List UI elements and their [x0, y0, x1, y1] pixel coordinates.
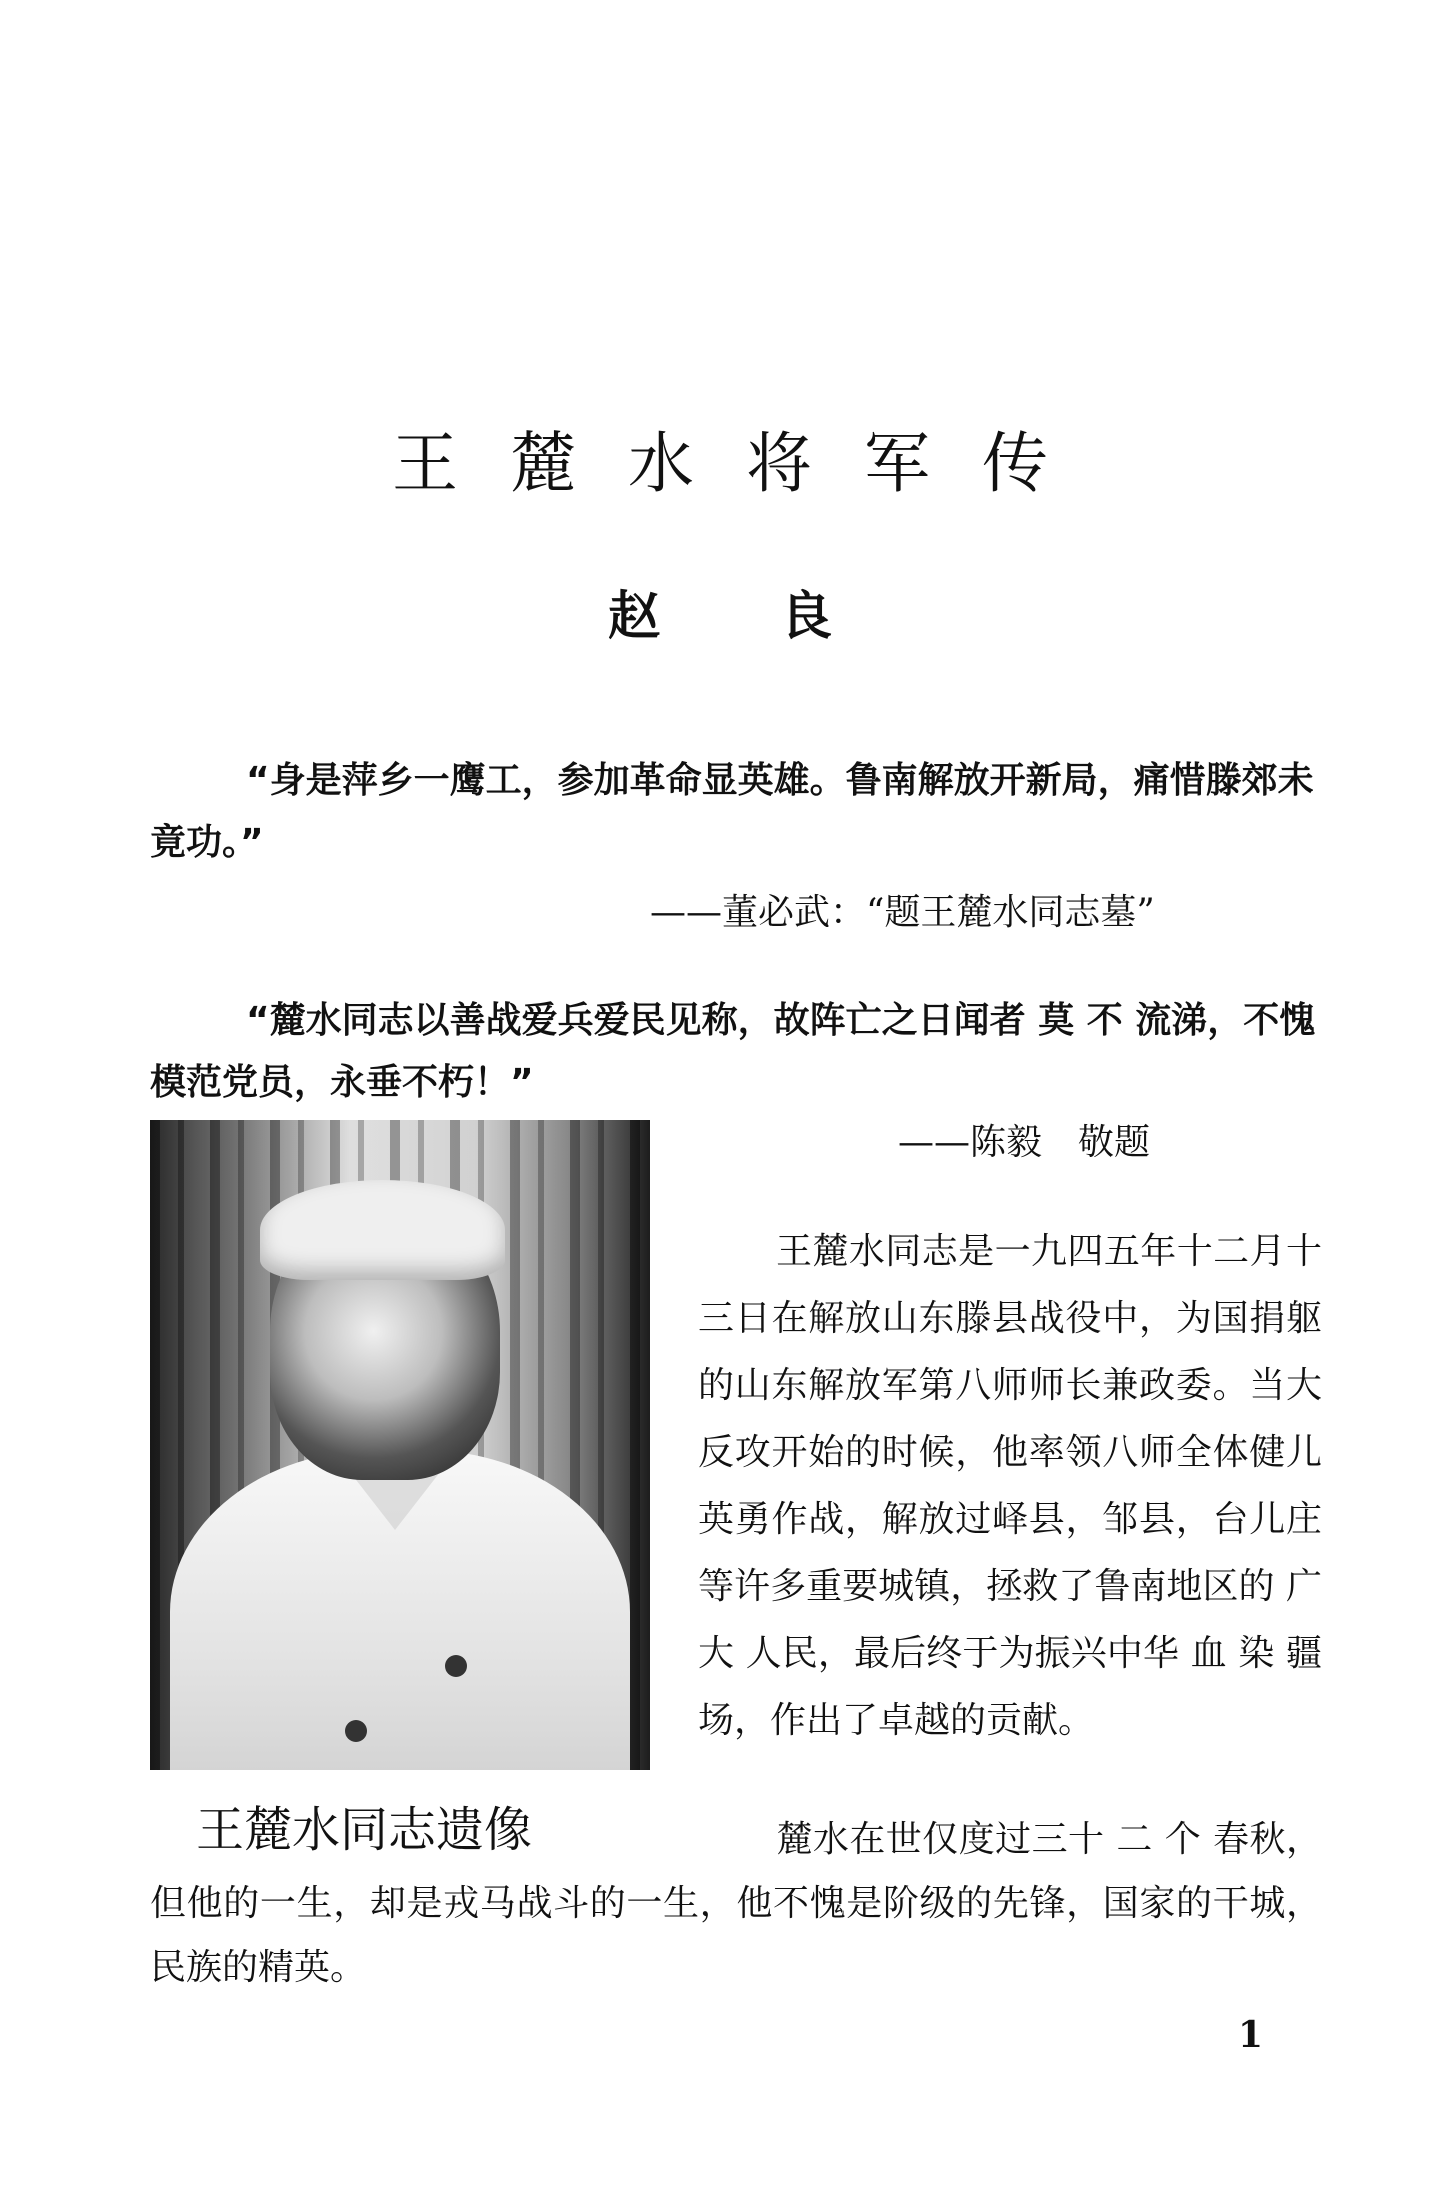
text-wrap-spacer: [150, 1842, 776, 1843]
quote-chen-yi: “麓水同志以善战爱兵爱民见称，故阵亡之日闻者 莫 不 流涕，不愧模范党员，永垂不朽！”: [150, 1000, 1316, 1103]
author-name: 赵良: [607, 586, 952, 647]
body-paragraph-2: [150, 1808, 1322, 2000]
quote-attribution-chen-yi: ——陈毅 敬题: [898, 1122, 1151, 1163]
photo-button: [345, 1720, 367, 1742]
photo-cap: [260, 1180, 505, 1280]
page-number: 1: [1238, 2014, 1264, 2056]
quote-dong-biwu: “身是萍乡一鹰工，参加革命显英雄。鲁南解放开新局，痛惜滕郊未竟功。”: [150, 760, 1314, 863]
quote-attribution-dong-biwu: ——董必武：“题王麓水同志墓”: [650, 892, 1155, 933]
photo-caption: 王麓水同志遗像: [196, 1802, 533, 1858]
photo-button: [445, 1655, 467, 1677]
article-title: 王麓水将军传: [392, 425, 1100, 502]
body-paragraph-1: 王麓水同志是一九四五年十二月十三日在解放山东滕县战役中，为国捐躯的山东解放军第八师师长兼政委。当大反攻开始的时候，他率领八师全体健儿英勇作战，解放过峄县，邹县，台儿庄等许多重要城镇，拯救了鲁南地区的 广 大 人民，最后终于为振兴中华 血 染 疆场，作出了卓越的贡献。: [698, 1231, 1322, 1741]
body-paragraph-2-text: 麓水在世仅度过三十 二 个 春秋，但他的一生，却是戎马战斗的一生，他不愧是阶级的先锋，国家的干城，民族的精英。: [150, 1819, 1322, 1988]
portrait-photo: [150, 1120, 650, 1770]
